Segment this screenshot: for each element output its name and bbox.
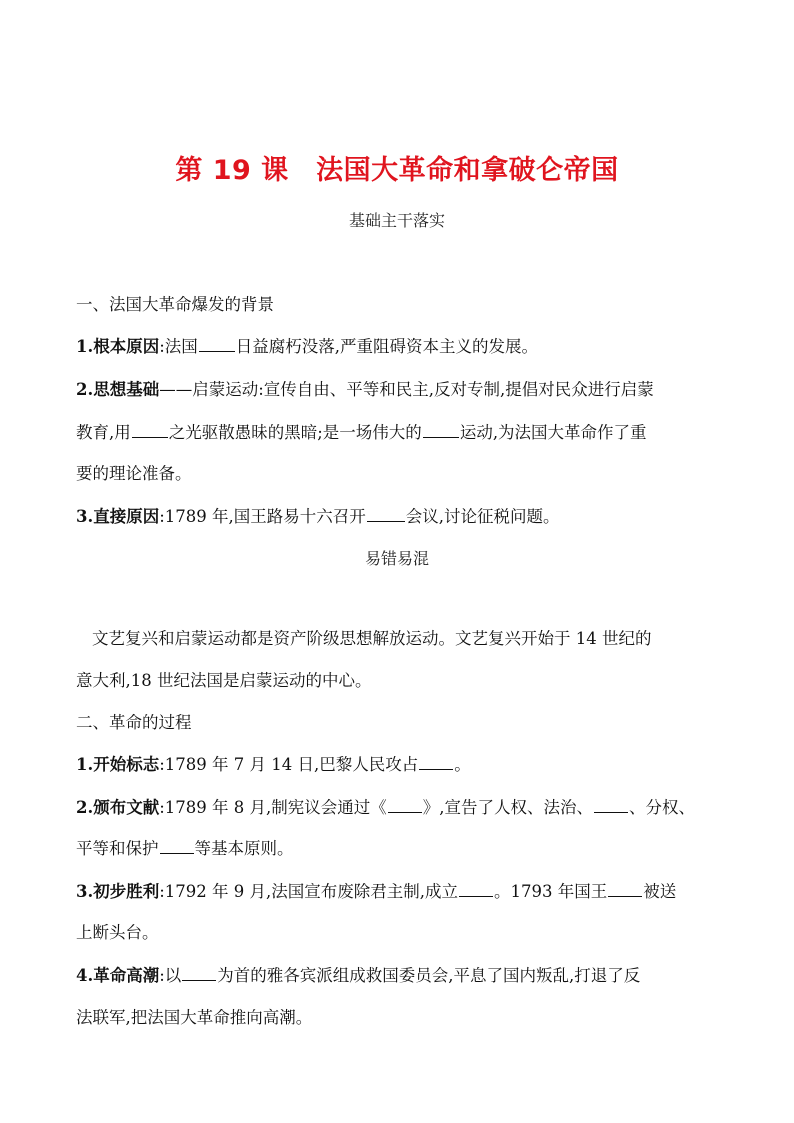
fill-blank[interactable] — [199, 336, 235, 352]
fill-blank[interactable] — [367, 506, 405, 522]
item-text: 等基本原则。 — [194, 839, 294, 858]
fill-blank[interactable] — [132, 422, 168, 438]
item-text: 运动,为法国大革命作了重 — [459, 423, 647, 442]
confusion-line2: 意大利,18 世纪法国是启蒙运动的中心。 — [76, 671, 372, 690]
item-text: 。 — [454, 755, 471, 774]
section1-item2-line2 — [76, 422, 724, 444]
item-label: 1.根本原因 — [76, 337, 160, 356]
item-label: 4.革命高潮 — [76, 966, 160, 985]
item-text: :1789 年,国王路易十六召开 — [159, 507, 366, 526]
item-text: 》,宣告了人权、法治、 — [422, 798, 594, 817]
lesson-title: 第 19 课 法国大革命和拿破仑帝国 — [175, 155, 619, 186]
section1-heading: 一、法国大革命爆发的背景 — [76, 295, 274, 314]
section2-item3-line2: 上断头台。 — [76, 923, 159, 942]
item-text: 教育,用 — [76, 423, 131, 442]
fill-blank[interactable] — [594, 797, 628, 813]
item-text: 平等和保护 — [76, 839, 159, 858]
item-label: 2.颁布文献 — [76, 798, 160, 817]
section2-item2-line1 — [76, 797, 724, 819]
fill-blank[interactable] — [388, 797, 422, 813]
item-text: ——启蒙运动:宣传自由、平等和民主,反对专制,提倡对民众进行启蒙 — [159, 380, 654, 399]
section2-item3-line1 — [76, 881, 724, 903]
section2-item4-line2: 法联军,把法国大革命推向高潮。 — [76, 1008, 313, 1027]
section2-item4-line1 — [76, 965, 724, 987]
item-text: 为首的雅各宾派组成救国委员会,平息了国内叛乱,打退了反 — [217, 966, 641, 985]
section2-item1 — [76, 754, 724, 776]
section1-item2-line3: 要的理论准备。 — [76, 464, 192, 483]
item-text: :1792 年 9 月,法国宣布废除君主制,成立 — [159, 882, 459, 901]
item-text: :1789 年 8 月,制宪议会通过《 — [159, 798, 387, 817]
fill-blank[interactable] — [419, 754, 453, 770]
item-label: 1.开始标志 — [76, 755, 160, 774]
confusion-line1: 文艺复兴和启蒙运动都是资产阶级思想解放运动。文艺复兴开始于 14 世纪的 — [92, 629, 652, 648]
item-text: 会议,讨论征税问题。 — [405, 507, 560, 526]
fill-blank[interactable] — [608, 881, 642, 897]
item-label: 2.思想基础 — [76, 380, 160, 399]
item-text: 日益腐朽没落,严重阻碍资本主义的发展。 — [235, 337, 539, 356]
item-text: 。1793 年国王 — [494, 882, 608, 901]
item-text: :1789 年 7 月 14 日,巴黎人民攻占 — [159, 755, 419, 774]
item-text: :法国 — [159, 337, 198, 356]
section2-item2-line2 — [76, 838, 724, 860]
item-text: 被送 — [643, 882, 677, 901]
item-label: 3.直接原因 — [76, 507, 160, 526]
fill-blank[interactable] — [160, 838, 194, 854]
item-label: 3.初步胜利 — [76, 882, 160, 901]
section1-item1 — [76, 336, 724, 358]
fill-blank[interactable] — [459, 881, 493, 897]
fill-blank[interactable] — [182, 965, 216, 981]
section2-heading: 二、革命的过程 — [76, 713, 192, 732]
subtitle-basic-review: 基础主干落实 — [348, 211, 445, 230]
item-text: 、分权、 — [629, 798, 696, 817]
item-text: :以 — [159, 966, 182, 985]
confusion-heading: 易错易混 — [364, 549, 429, 568]
fill-blank[interactable] — [423, 422, 459, 438]
section1-item3 — [76, 506, 724, 528]
section1-item2-line1 — [76, 379, 724, 401]
item-text: 之光驱散愚昧的黑暗;是一场伟大的 — [168, 423, 422, 442]
